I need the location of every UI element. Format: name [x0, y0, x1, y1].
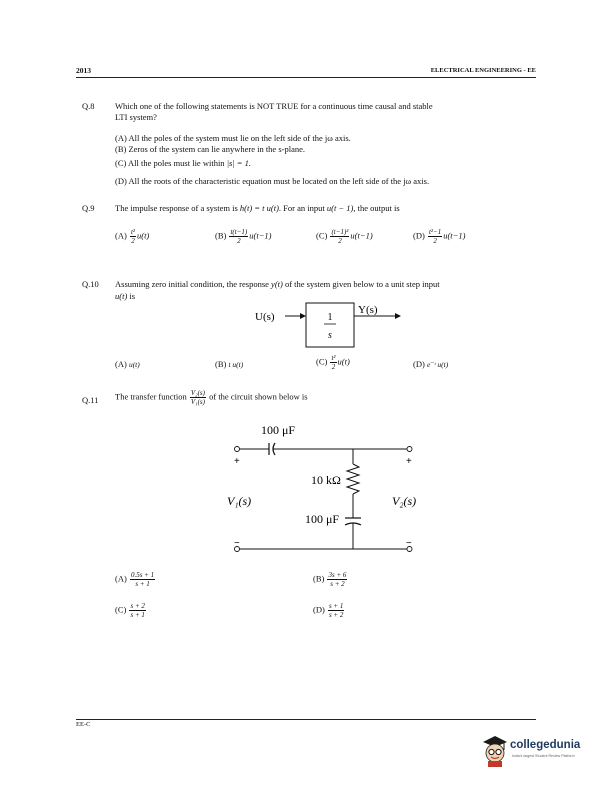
q11-option-d-num: s + 1: [328, 602, 344, 610]
q10-stem-line2: [115, 291, 135, 302]
q9-option-a-num: t²: [130, 228, 135, 236]
q10-block-denominator: s: [328, 330, 332, 341]
q9-option-b-tail: u(t−1): [249, 230, 272, 241]
input-terminal-top: [235, 447, 240, 452]
output-terminal-top: [407, 447, 412, 452]
footer-rule: [76, 719, 536, 720]
q10-input-arrowhead: [300, 313, 306, 319]
q8-option-a: (A) All the poles of the system must lie on the left side of the jω axis.: [115, 133, 351, 143]
q11-option-a-label: (A): [115, 573, 127, 584]
c1-label: 100 μF: [261, 423, 296, 437]
q10-option-c-tail: u(t): [337, 356, 350, 367]
q11-stem-text2: of the circuit shown below is: [209, 391, 308, 402]
q11-option-b: [313, 571, 348, 588]
q10-option-b: [215, 359, 243, 369]
graduate-icon: [480, 733, 510, 767]
q9-stem-text3: , the output is: [353, 203, 400, 213]
v1-label: V₁(s): [227, 494, 252, 508]
q9-option-c-label: (C): [316, 230, 328, 241]
q10-option-a-text: u(t): [128, 360, 140, 369]
q11-option-a: [115, 571, 156, 588]
q9-option-c-tail: u(t−1): [350, 230, 373, 241]
q10-stem-text2: of the system given below to a unit step input: [284, 279, 440, 289]
q8-option-b: (B) Zeros of the system can lie anywhere in the s-plane.: [115, 144, 306, 154]
q11-number: Q.11: [82, 395, 99, 405]
q11-option-b-num: 3s + 6: [328, 571, 347, 579]
q9-option-c-den: 2: [338, 237, 342, 245]
q11-tf-den: V₁(s): [190, 398, 205, 406]
q9-stem-text2: . For an input: [278, 203, 325, 213]
q9-stem-math2: u(t − 1): [326, 203, 354, 213]
q9-number: Q.9: [82, 203, 95, 213]
q10-option-a-label: (A): [115, 359, 127, 369]
q11-tf-num: V₂(s): [190, 389, 205, 397]
q9-stem-text1: The impulse response of a system is: [115, 203, 238, 213]
v2-label: V₂(s): [392, 494, 417, 508]
q10-option-c-den: 2: [331, 363, 336, 371]
header-subject: ELECTRICAL ENGINEERING - EE: [430, 67, 536, 74]
q10-option-b-label: (B): [215, 359, 227, 369]
q10-stem-text3: is: [129, 291, 136, 301]
q10-block-input-label: U(s): [255, 311, 275, 323]
q9-option-d-den: 2: [433, 237, 437, 245]
header-year: 2013: [76, 66, 91, 75]
q11-stem-text1: The transfer function: [115, 391, 187, 402]
q8-option-c-math: |s| = 1.: [226, 158, 252, 168]
q8-stem: [115, 101, 535, 122]
q11-option-d-label: (D): [313, 604, 325, 615]
header-rule: [76, 77, 536, 78]
q8-option-d: (D) All the roots of the characteristic equation must be located on the left side of the jω axis.: [115, 176, 430, 186]
q8-option-c-text: (C) All the poles must lie within: [115, 158, 225, 168]
q9-option-d: [413, 228, 465, 245]
logo-tagline: India's largest Student Review Platform: [512, 754, 575, 758]
q10-option-c: [316, 354, 350, 371]
q9-option-d-tail: u(t−1): [443, 230, 466, 241]
r1-label: 10 kΩ: [311, 473, 341, 487]
q9-option-b-num: t(t−1): [230, 228, 248, 236]
q10-stem-text1: Assuming zero initial condition, the response: [115, 279, 269, 289]
q10-stem-math1: y(t): [271, 279, 283, 289]
q11-option-a-den: s + 1: [135, 580, 150, 588]
q11-option-c-label: (C): [115, 604, 127, 615]
q10-option-c-num: t²: [331, 354, 336, 362]
q8-option-c: [115, 158, 251, 169]
q9-option-b-den: 2: [237, 237, 241, 245]
q10-block-numerator: 1: [327, 312, 333, 323]
q9-stem-math1: h(t) = t u(t): [239, 203, 279, 213]
q10-option-d-label: (D): [413, 359, 425, 369]
footer-code: EE-C: [76, 721, 91, 728]
q9-option-b: [215, 228, 272, 245]
q11-option-c-num: s + 2: [130, 602, 145, 610]
output-plus: +: [406, 456, 412, 467]
q11-circuit: [225, 418, 425, 563]
q9-option-a-tail: u(t): [136, 230, 150, 241]
q8-number: Q.8: [82, 101, 95, 111]
q8-stem-line1: Which one of the following statements is NOT TRUE for a continuous time causal and stable: [115, 101, 433, 111]
q11-option-c: [115, 602, 147, 619]
q9-option-b-label: (B): [215, 230, 227, 241]
r1-resistor: [347, 464, 359, 494]
q11-option-d: [313, 602, 345, 619]
q9-option-a-den: 2: [131, 237, 135, 245]
input-plus: +: [234, 456, 240, 467]
q11-stem: [115, 389, 308, 406]
q9-option-d-num: t²−1: [428, 228, 442, 236]
output-minus: −: [406, 538, 412, 549]
q10-block-diagram: [240, 300, 410, 352]
q9-stem: [115, 203, 400, 214]
q10-stem-line1: [115, 279, 440, 290]
q9-option-d-label: (D): [413, 230, 425, 241]
input-minus: −: [234, 538, 240, 549]
q9-option-a: [115, 228, 149, 245]
c2-label: 100 μF: [305, 512, 340, 526]
q10-option-c-label: (C): [316, 356, 328, 367]
q9-option-a-label: (A): [115, 230, 127, 241]
collegedunia-logo: [480, 733, 598, 769]
q10-option-a: [115, 359, 140, 369]
q8-stem-line2: LTI system?: [115, 111, 157, 122]
q10-output-arrowhead: [395, 313, 401, 319]
q11-option-d-den: s + 2: [328, 611, 344, 619]
q10-stem-math2: u(t): [115, 291, 128, 301]
q10-number: Q.10: [82, 279, 99, 289]
q10-block-output-label: Y(s): [358, 304, 378, 316]
logo-name: collegedunia: [510, 739, 581, 751]
q11-option-b-label: (B): [313, 573, 325, 584]
q9-option-c-num: (t−1)²: [331, 228, 349, 236]
q11-option-c-den: s + 1: [130, 611, 145, 619]
q11-option-a-num: 0.5s + 1: [130, 571, 155, 579]
q10-option-d-text: e⁻ᵗ u(t): [426, 360, 449, 369]
q9-option-c: [316, 228, 373, 245]
q10-option-b-text: t u(t): [228, 360, 244, 369]
q10-option-d: [413, 359, 448, 369]
q11-option-b-den: s + 2: [330, 580, 345, 588]
